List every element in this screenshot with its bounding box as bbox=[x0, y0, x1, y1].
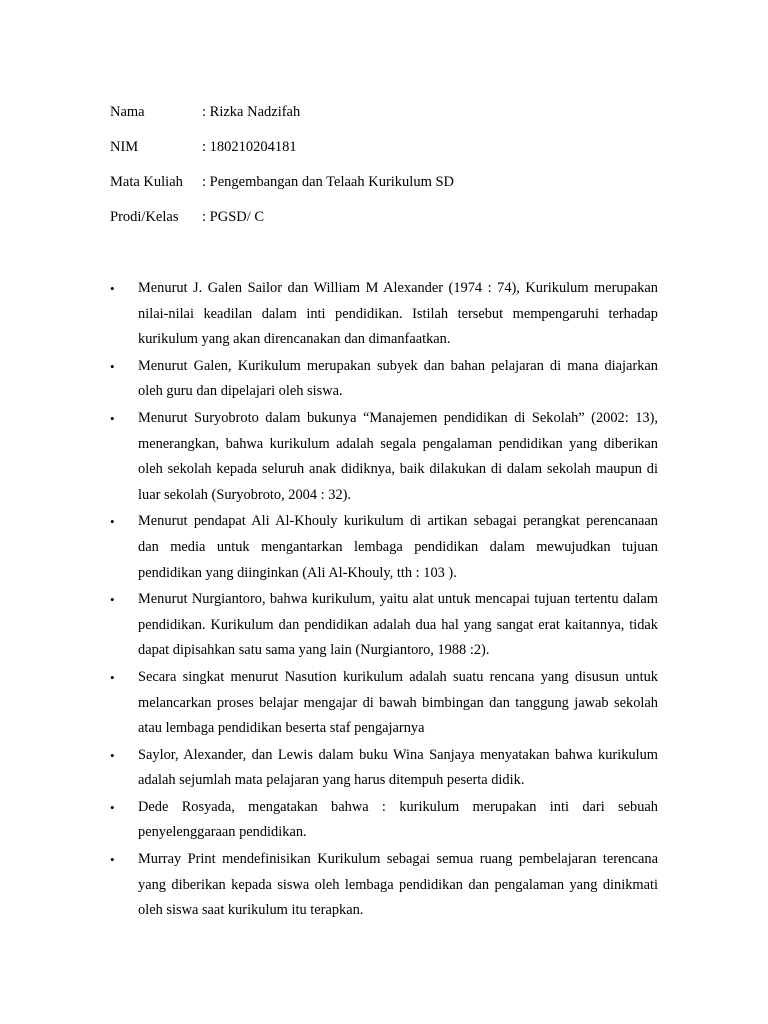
list-item-text: Secara singkat menurut Nasution kurikulum adalah suatu rencana yang disusun untuk melancarkan proses belajar mengajar di bawah bimbingan dan tanggung jawab sekolah atau lembaga pendidikan beserta staf pengajarnya bbox=[138, 668, 658, 737]
bullet-icon: • bbox=[110, 358, 115, 374]
list-item bbox=[110, 509, 658, 586]
list-item-text: Menurut Galen, Kurikulum merupakan subyek dan bahan pelajaran di mana diajarkan oleh guru dan dipelajari oleh siswa. bbox=[138, 357, 658, 400]
list-item-text: Dede Rosyada, mengatakan bahwa : kurikulum merupakan inti dari sebuah penyelenggaraan pendidikan. bbox=[138, 798, 658, 841]
info-value: : 180210204181 bbox=[202, 139, 297, 155]
list-item bbox=[110, 587, 658, 664]
info-value: : Pengembangan dan Telaah Kurikulum SD bbox=[202, 174, 455, 190]
info-label: Mata Kuliah bbox=[110, 174, 183, 190]
bullet-icon: • bbox=[110, 514, 115, 530]
info-value: : Rizka Nadzifah bbox=[202, 104, 301, 120]
bullet-icon: • bbox=[110, 669, 115, 685]
list-item bbox=[110, 354, 658, 405]
list-item bbox=[110, 276, 658, 353]
list-item-text: Murray Print mendefinisikan Kurikulum sebagai semua ruang pembelajaran terencana yang diberikan kepada siswa oleh lembaga pendidikan dan pengalaman yang dinikmati oleh siswa saat kurikulum itu terapkan. bbox=[138, 851, 658, 919]
info-row-mata-kuliah bbox=[110, 171, 454, 206]
bullet-icon: • bbox=[110, 852, 115, 868]
list-item-text: Menurut J. Galen Sailor dan William M Alexander (1974 : 74), Kurikulum merupakan nilai-nilai keadilan dalam inti pendidikan. Istilah tersebut mempengaruhi terhadap kurikulum yang akan direncanakan dan dimanfaatkan. bbox=[138, 280, 658, 348]
bullet-icon: • bbox=[110, 747, 115, 763]
info-label: Nama bbox=[110, 104, 145, 120]
bullet-icon: • bbox=[110, 281, 115, 296]
list-item bbox=[110, 406, 658, 508]
list-item bbox=[110, 795, 658, 846]
info-value: : PGSD/ C bbox=[202, 209, 265, 225]
info-label: NIM bbox=[110, 139, 139, 155]
list-item bbox=[110, 665, 658, 742]
list-item-text: Menurut Suryobroto dalam bukunya “Manajemen pendidikan di Sekolah” (2002: 13), menerangkan, bahwa kurikulum adalah segala pengalaman pendidikan yang diberikan oleh sekolah kepada seluruh anak didiknya, baik dilakukan di dalam sekolah maupun di luar sekolah (Suryobroto, 2004 : 32). bbox=[138, 409, 658, 503]
list-item-text: Menurut Nurgiantoro, bahwa kurikulum, yaitu alat untuk mencapai tujuan tertentu dalam pendidikan. Kurikulum dan pendidikan adalah dua hal yang sangat erat kaitannya, tidak dapat dipisahkan satu sama yang lain (Nurgiantoro, 1988 :2). bbox=[138, 591, 658, 659]
list-item bbox=[110, 847, 658, 924]
bullet-icon: • bbox=[110, 592, 115, 608]
info-row-prodi-kelas bbox=[110, 206, 454, 241]
list-item-text: Menurut pendapat Ali Al-Khouly kurikulum di artikan sebagai perangkat perencanaan dan media untuk mengantarkan lembaga pendidikan dalam mewujudkan tujuan pendidikan yang diinginkan (Ali Al-Khouly, tth : 103 ). bbox=[138, 513, 658, 581]
list-item bbox=[110, 743, 658, 794]
info-label: Prodi/Kelas bbox=[110, 209, 179, 225]
info-row-nim bbox=[110, 136, 454, 171]
bullet-icon: • bbox=[110, 410, 115, 426]
list-item-text: Saylor, Alexander, dan Lewis dalam buku Wina Sanjaya menyatakan bahwa kurikulum adalah sejumlah mata pelajaran yang harus ditempuh peserta didik. bbox=[138, 746, 658, 789]
student-info-block bbox=[110, 101, 454, 241]
curriculum-definitions-list bbox=[110, 276, 658, 925]
bullet-icon: • bbox=[110, 799, 115, 815]
info-row-nama bbox=[110, 101, 454, 136]
